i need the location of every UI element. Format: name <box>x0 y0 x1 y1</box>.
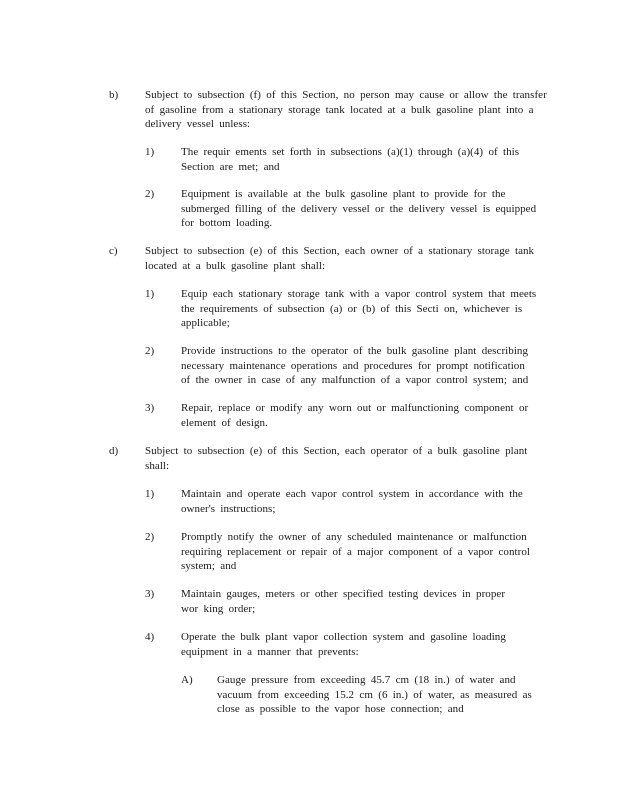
paragraph-marker: 1) <box>145 146 155 158</box>
paragraph-marker: 2) <box>145 531 155 543</box>
paragraph-text <box>181 487 523 516</box>
text-line: Operate the bulk plant vapor collection system and gasoline loading <box>181 631 506 643</box>
paragraph-marker: 2) <box>145 345 155 357</box>
subsection-marker: c) <box>109 245 118 257</box>
text-line: Maintain and operate each vapor control system in accordance with the <box>181 488 523 500</box>
text-line: wor king order; <box>181 602 256 615</box>
text-line: element of design. <box>181 416 268 429</box>
text-line: Promptly notify the owner of any scheduled maintenance or malfunction <box>181 531 527 543</box>
text-line: requiring replacement or repair of a major component of a vapor control <box>181 545 531 558</box>
text-line: Subject to subsection (f) of this Section, no person may cause or allow the transfer <box>145 89 547 101</box>
text-line: Repair, replace or modify any worn out or malfunctioning component or <box>181 402 529 414</box>
paragraph-text <box>181 530 530 574</box>
text-line: delivery vessel unless: <box>145 118 251 130</box>
subsection-marker: b) <box>109 89 119 101</box>
text-line: shall: <box>145 459 170 472</box>
paragraph-marker: 1) <box>145 488 155 500</box>
subsection-text <box>145 244 534 273</box>
paragraph-marker: 1) <box>145 288 155 300</box>
text-line: Gauge pressure from exceeding 45.7 cm (18 in.) of water and <box>217 674 516 686</box>
paragraph-text <box>181 187 536 231</box>
text-line: owner's instructions; <box>181 502 276 515</box>
paragraph-marker: 2) <box>145 188 155 200</box>
subsection-marker: d) <box>109 445 119 457</box>
text-line: Subject to subsection (e) of this Section, each operator of a bulk gasoline plant <box>145 445 528 457</box>
paragraph-text <box>181 401 528 430</box>
paragraph-text <box>181 630 506 659</box>
subsection-text <box>145 88 547 132</box>
paragraph-marker: 4) <box>145 631 155 643</box>
text-line: Maintain gauges, meters or other specified testing devices in proper <box>181 588 506 600</box>
text-line: Subject to subsection (e) of this Section, each owner of a stationary storage tank <box>145 245 535 257</box>
paragraph-text <box>181 287 536 331</box>
paragraph-marker: 3) <box>145 402 155 414</box>
text-line: Equipment is available at the bulk gasoline plant to provide for the <box>181 188 506 200</box>
text-line: The requir ements set forth in subsections (a)(1) through (a)(4) of this <box>181 146 520 158</box>
text-line: equipment in a manner that prevents: <box>181 645 359 658</box>
text-line: Section are met; and <box>181 160 280 173</box>
text-line: the requirements of subsection (a) or (b) of this Secti on, whichever is <box>181 302 523 315</box>
text-line: located at a bulk gasoline plant shall: <box>145 259 326 272</box>
paragraph-text <box>181 587 505 616</box>
text-line: necessary maintenance operations and procedures for prompt notification <box>181 359 525 372</box>
paragraph-text <box>181 344 528 388</box>
text-line: close as possible to the vapor hose connection; and <box>217 703 464 715</box>
text-line: for bottom loading. <box>181 217 273 229</box>
subsection-text <box>145 444 527 473</box>
text-line: Equip each stationary storage tank with a vapor control system that meets <box>181 288 537 300</box>
paragraph-marker: 3) <box>145 588 155 600</box>
subparagraph-marker: A) <box>181 674 193 686</box>
subparagraph-text <box>217 673 532 717</box>
text-line: applicable; <box>181 317 230 329</box>
text-line: submerged filling of the delivery vessel or the delivery vessel is equipped <box>181 202 537 215</box>
text-line: system; and <box>181 560 237 572</box>
text-line: of gasoline from a stationary storage tank located at a bulk gasoline plant into a <box>145 103 534 116</box>
paragraph-text <box>181 145 519 174</box>
text-line: of the owner in case of any malfunction of a vapor control system; and <box>181 374 529 386</box>
text-line: Provide instructions to the operator of the bulk gasoline plant describing <box>181 345 529 357</box>
text-line: vacuum from exceeding 15.2 cm (6 in.) of water, as measured as <box>217 688 532 701</box>
